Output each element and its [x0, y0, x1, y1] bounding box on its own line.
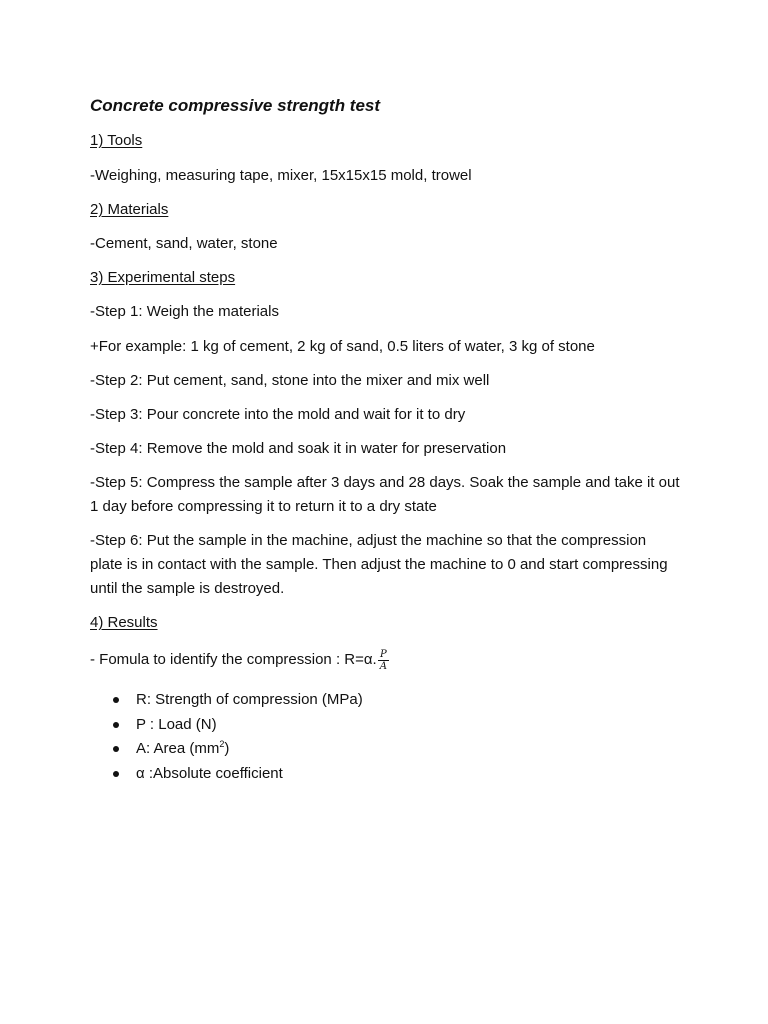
- variable-a-prefix: A: Area (mm: [136, 740, 220, 758]
- tools-text: -Weighing, measuring tape, mixer, 15x15x15 mold, trowel: [90, 167, 472, 184]
- variable-a: [136, 740, 229, 757]
- tools-heading: 1) Tools: [90, 132, 143, 149]
- list-item: [110, 737, 363, 762]
- step-6: -Step 6: Put the sample in the machine, adjust the machine so that the compression plate is in contact with the sample. Then adjust the machine to 0 and start compressing until the sample is destroyed.: [90, 532, 668, 597]
- document-title: Concrete compressive strength test: [90, 96, 381, 115]
- variable-r: R: Strength of compression (MPa): [136, 691, 363, 708]
- materials-text: -Cement, sand, water, stone: [90, 235, 278, 252]
- step-3: -Step 3: Pour concrete into the mold and wait for it to dry: [90, 406, 466, 423]
- list-item: [110, 688, 363, 713]
- step-1-example: +For example: 1 kg of cement, 2 kg of sand, 0.5 liters of water, 3 kg of stone: [90, 338, 595, 355]
- bullet-icon: [113, 697, 119, 703]
- list-item: [110, 713, 363, 738]
- formula-line: [90, 648, 389, 672]
- variable-a-suffix: ): [224, 740, 230, 758]
- bullet-icon: [113, 746, 119, 752]
- step-5: -Step 5: Compress the sample after 3 days and 28 days. Soak the sample and take it out 1 day before compressing it to return it to a dry state: [90, 474, 680, 515]
- formula-label: - Fomula to identify the compression : R=α.: [90, 651, 377, 669]
- steps-heading: 3) Experimental steps: [90, 269, 236, 286]
- step-4: -Step 4: Remove the mold and soak it in water for preservation: [90, 440, 507, 457]
- step-1: -Step 1: Weigh the materials: [90, 303, 279, 320]
- results-variable-list: [110, 688, 363, 786]
- bullet-icon: [113, 722, 119, 728]
- formula-denominator: A: [379, 660, 387, 672]
- list-item: [110, 762, 363, 787]
- variable-p: P : Load (N): [136, 715, 217, 733]
- variable-a-exponent: 2: [219, 739, 225, 750]
- variable-alpha: α :Absolute coefficient: [136, 764, 283, 782]
- formula: [90, 648, 389, 672]
- materials-heading: 2) Materials: [90, 201, 169, 218]
- results-heading: 4) Results: [90, 614, 158, 631]
- bullet-icon: [113, 771, 119, 777]
- formula-numerator: P: [379, 648, 387, 660]
- formula-fraction: [378, 649, 389, 672]
- step-2: -Step 2: Put cement, sand, stone into the mixer and mix well: [90, 372, 490, 389]
